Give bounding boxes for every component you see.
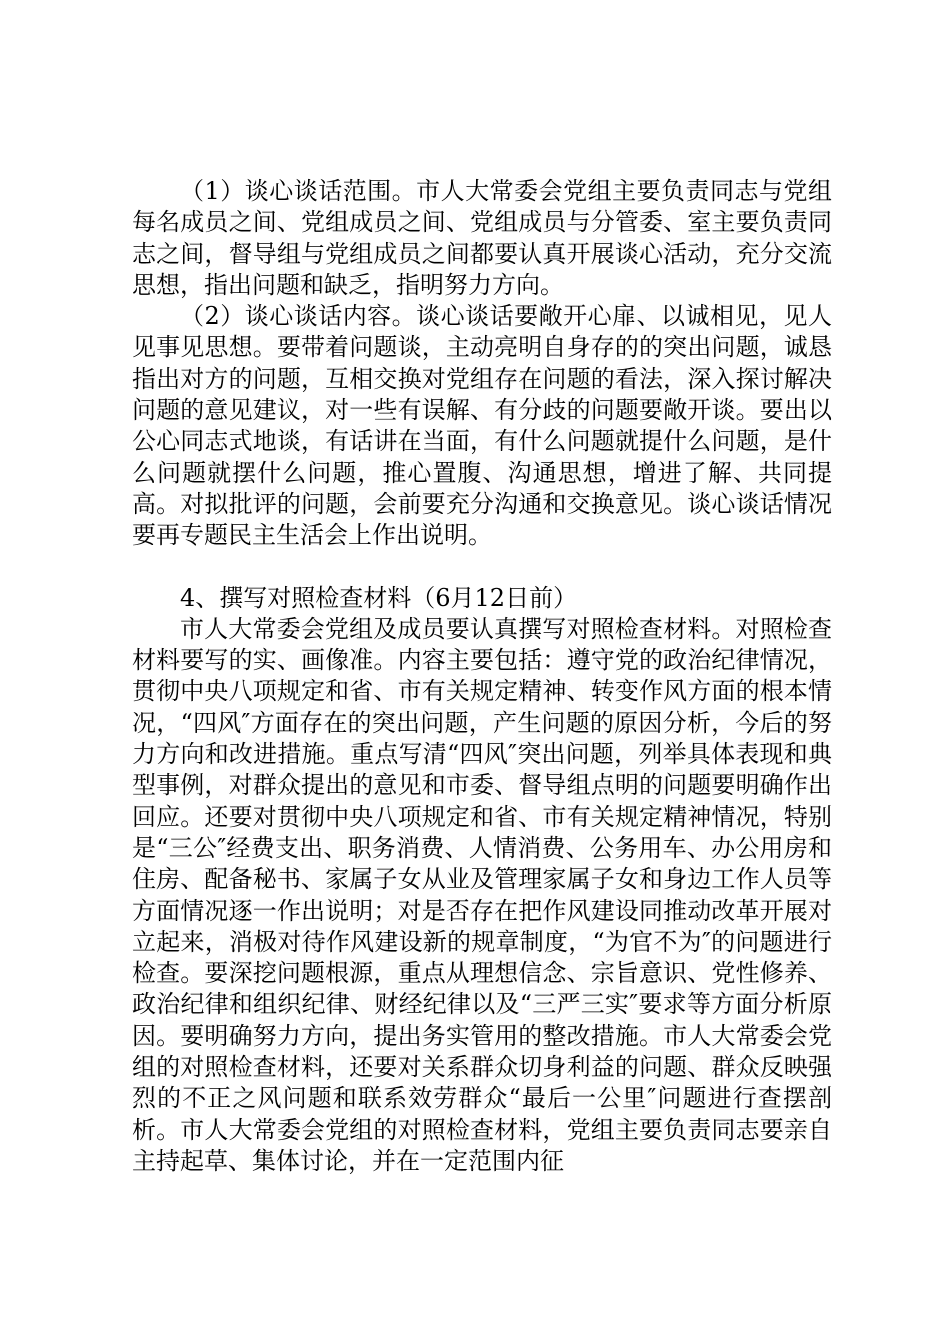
- paragraph-talk-content: （2）谈心谈话内容。谈心谈话要敞开心扉、以诚相见，见人见事见思想。要带着问题谈，主动亮明自身存的的突出问题，诚恳指出对方的问题，互相交换对党组存在问题的看法，深入探讨解决问题的意见建议，对一些有误解、有分歧的问题要敞开谈。要出以公心同志式地谈，有话讲在当面，有什么问题就提什么问题，是什么问题就摆什么问题，推心置腹、沟通思想，增进了解、共同提高。对拟批评的问题，会前要充分沟通和交换意见。谈心谈话情况要再专题民主生活会上作出说明。: [132, 302, 832, 550]
- paragraph-gap: [132, 552, 832, 583]
- paragraph-talk-scope: （1）谈心谈话范围。市人大常委会党组主要负责同志与党组每名成员之间、党组成员之间、党组成员与分管委、室主要负责同志之间，督导组与党组成员之间都要认真开展谈心活动，充分交流思想，指出问题和缺乏，指明努力方向。: [132, 177, 832, 299]
- document-page: [132, 176, 832, 1177]
- paragraph-review-materials: 市人大常委会党组及成员要认真撰写对照检查材料。对照检查材料要写的实、画像准。内容主要包括：遵守党的政治纪律情况，贯彻中央八项规定和省、市有关规定精神、转变作风方面的根本情况，“四风″方面存在的突出问题，产生问题的原因分析，今后的努力方向和改进措施。重点写清“四风″突出问题，列举具体表现和典型事例，对群众提出的意见和市委、督导组点明的问题要明确作出回应。还要对贯彻中央八项规定和省、市有关规定精神情况，特别是“三公″经费支出、职务消费、人情消费、公务用车、办公用房和住房、配备秘书、家属子女从业及管理家属子女和身边工作人员等方面情况逐一作出说明；对是否存在把作风建设同推动改革开展对立起来，消极对待作风建设新的规章制度，“为官不为″的问题进行检查。要深挖问题根源，重点从理想信念、宗旨意识、党性修养、政治纪律和组织纪律、财经纪律以及“三严三实″要求等方面分析原因。要明确努力方向，提出务实管用的整改措施。市人大常委会党组的对照检查材料，还要对关系群众切身利益的问题、群众反映强烈的不正之风问题和联系效劳群众“最后一公里″问题进行查摆剖析。市人大常委会党组的对照检查材料，党组主要负责同志要亲自主持起草、集体讨论，并在一定范围内征: [132, 614, 832, 1175]
- section-heading-4: 4、撰写对照检查材料（6月12日前）: [180, 583, 578, 612]
